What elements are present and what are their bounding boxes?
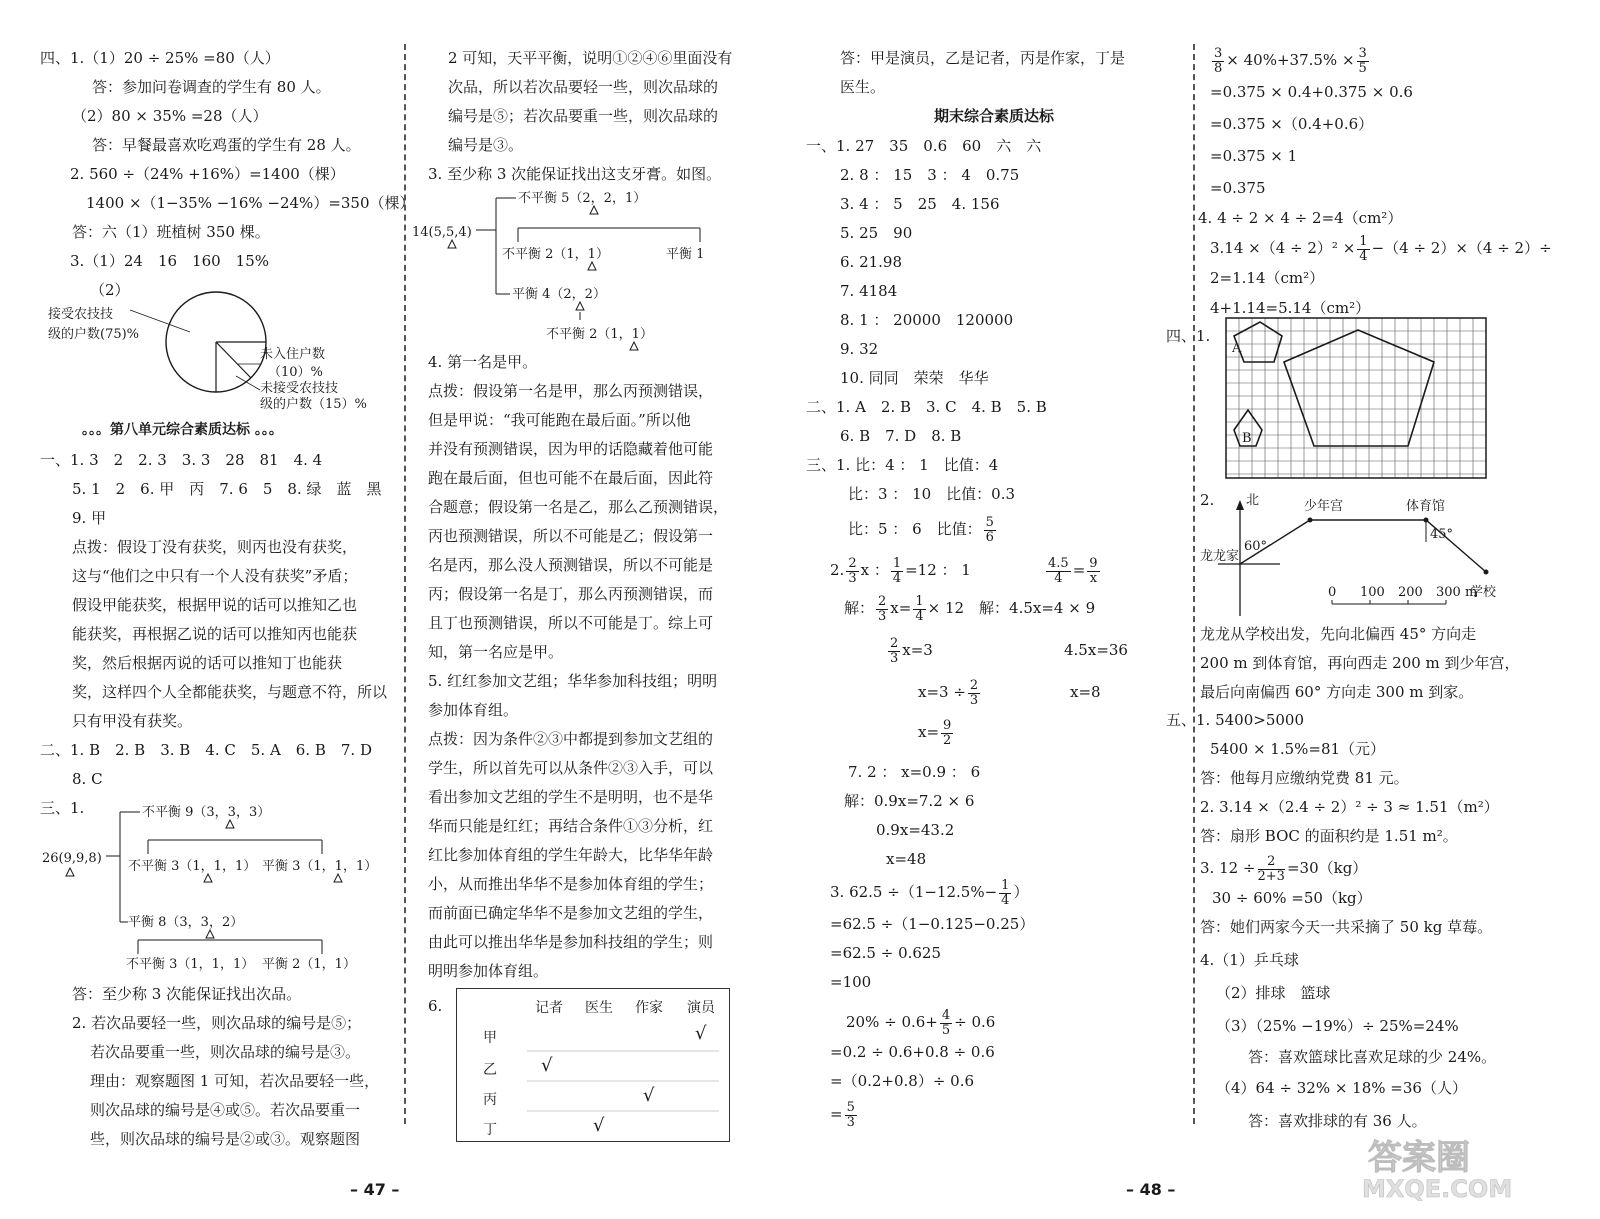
equation-line: = $\frac{5}{3}$ xyxy=(830,1099,855,1130)
tree-node: 不平衡 3（1，1，1） xyxy=(128,859,257,874)
answer-line: 6. 21.98 xyxy=(840,253,903,271)
pie-label: 级的户数（15）% xyxy=(260,397,367,412)
answer-line: 红比参加体育组的学生年龄大，比华华年龄 xyxy=(428,846,714,864)
table-header: 医生 xyxy=(585,1000,613,1016)
answer-line: 且丁也预测错误，所以不可能是丁。综上可 xyxy=(428,614,714,632)
answer-line: （4）64 ÷ 32% × 18% =36（人） xyxy=(1216,1079,1467,1097)
balance-tree-diagram xyxy=(412,184,742,354)
answer-line: 四、1.（1）20 ÷ 25% =80（人） xyxy=(40,49,280,67)
equation-line: =0.375 xyxy=(1210,179,1266,197)
answer-line: 跑在最后面，但也可能不在最后面，因此符 xyxy=(428,469,714,487)
equation-line: $\frac{2}{3}$ x=3 xyxy=(890,635,933,666)
answer-line: 但是甲说：“我可能跑在最后面。”所以他 xyxy=(428,411,691,429)
equation-line: 2. $\frac{2}{3}$ x ： $\frac{1}{4}$ =12 ： 1 xyxy=(830,555,971,586)
map-label: 龙龙家 xyxy=(1200,549,1240,564)
answer-line: 三、1. xyxy=(40,799,85,817)
tree-node: 26(9,9,8) xyxy=(42,851,102,866)
equation-line: 7. 2 ： x=0.9 ： 6 xyxy=(848,763,981,781)
answer-line: 五、1. 5400>5000 xyxy=(1166,711,1304,729)
answer-line: 答：喜欢排球的有 36 人。 xyxy=(1248,1112,1427,1130)
pie-label: （10）% xyxy=(268,365,323,380)
answer-line: 编号是③。 xyxy=(448,136,524,154)
scale-tick: 300 m xyxy=(1436,585,1478,600)
answer-line: 30 ÷ 60% =50（kg） xyxy=(1212,889,1372,907)
equation-line: x=8 xyxy=(1070,683,1101,701)
answer-line: 200 m 到体育馆，再向西走 200 m 到少年宫， xyxy=(1200,654,1520,672)
scale-tick: 200 xyxy=(1398,585,1423,600)
check-mark: √ xyxy=(541,1055,553,1076)
answer-line: 1400 ×（1−35% −16% −24%）=350（棵） xyxy=(86,194,415,212)
tree-node: 平衡 2（1，1） xyxy=(262,957,356,972)
answer-line: 则次品球的编号是④或⑤。若次品要重一 xyxy=(90,1101,361,1119)
answer-line: 6. xyxy=(428,997,443,1015)
logic-table xyxy=(456,988,730,1142)
answer-line: 能获奖，再根据乙说的话可以推知丙也能获 xyxy=(72,625,358,643)
table-faint-lines xyxy=(457,989,729,1141)
answer-line: 3.（1）24 16 160 15% xyxy=(70,252,269,270)
answer-line: 只有甲没有获奖。 xyxy=(72,712,193,730)
answer-line: 8. C xyxy=(72,770,103,788)
tree-node: 平衡 1 xyxy=(666,247,705,262)
answer-line: 9. 32 xyxy=(840,340,879,358)
answer-line: 10. 同同 荣荣 华华 xyxy=(840,369,989,387)
answer-line: 名是丙，那么没人预测错误，所以不可能是 xyxy=(428,556,714,574)
answer-line: 6. B 7. D 8. B xyxy=(840,427,962,445)
map-label: 体育馆 xyxy=(1406,499,1446,514)
pie-label: 接受农技技 xyxy=(48,307,114,322)
answer-line: 丙；假设第一名是丁，那么丙预测错误，而 xyxy=(428,585,714,603)
answer-line: 而前面已确定华华不是参加文艺组的学生， xyxy=(428,904,714,922)
table-row-label: 乙 xyxy=(483,1062,497,1078)
answer-line: 5. 25 90 xyxy=(840,224,913,242)
svg-text:MXQE.COM: MXQE.COM xyxy=(1362,1175,1513,1203)
answer-line: 4.（1）乒乓球 xyxy=(1200,951,1299,969)
answer-line: 三、1. 比：4 ： 1 比值：4 xyxy=(806,456,999,474)
fraction: $\frac{5}{6}$ xyxy=(985,514,994,545)
pie-label: 级的户数(75)% xyxy=(48,327,140,342)
equation-line: =62.5 ÷（1−0.125−0.25） xyxy=(830,915,1035,933)
answer-line: 答：她们两家今天一共采摘了 50 kg 草莓。 xyxy=(1200,918,1493,936)
answer-line: 二、1. B 2. B 3. B 4. C 5. A 6. B 7. D xyxy=(40,741,372,759)
grid-figure xyxy=(1226,318,1486,478)
answer-line: 一、1. 3 2 2. 3 3. 3 28 81 4. 4 xyxy=(40,451,323,469)
equation-line: =0.375 × 0.4+0.375 × 0.6 xyxy=(1210,83,1413,101)
tree-node: 不平衡 2（1，1） xyxy=(502,247,609,262)
svg-text:答案圈: 答案圈 xyxy=(1368,1138,1470,1178)
answer-line: 5400 × 1.5%=81（元） xyxy=(1210,740,1386,758)
answer-line: 2 可知，天平平衡，说明①②④⑥里面没有 xyxy=(448,49,733,67)
tree-node: 不平衡 9（3，3，3） xyxy=(142,805,271,820)
equation-line: =0.375 × 1 xyxy=(1210,147,1298,165)
answer-line: 2. xyxy=(1200,491,1215,509)
column-divider xyxy=(1193,44,1195,1124)
answer-line: 2. 若次品要轻一些，则次品球的编号是⑤； xyxy=(72,1014,362,1032)
answer-line: 3. 4 ： 5 25 4. 156 xyxy=(840,195,1000,213)
balance-tree-diagram xyxy=(40,792,380,972)
map-label: 少年宫 xyxy=(1304,499,1344,514)
map-label: 北 xyxy=(1246,493,1260,508)
answer-line: （2）80 × 35% =28（人） xyxy=(72,107,268,125)
answer-line: 2. 8 ： 15 3 ： 4 0.75 xyxy=(840,166,1020,184)
answer-line: 奖，这样四个人全都能获奖，与题意不符，所以 xyxy=(72,683,388,701)
answer-line: 龙龙从学校出发，先向北偏西 45° 方向走 xyxy=(1200,625,1477,643)
equation-line: 4+1.14=5.14（cm²） xyxy=(1210,299,1371,317)
answer-line: 2. 3.14 ×（2.4 ÷ 2）² ÷ 3 ≈ 1.51（m²） xyxy=(1200,798,1499,816)
equation-line: $\frac{4.5}{4}$ = $\frac{9}{x}$ xyxy=(1048,555,1098,586)
answer-line: 9. 甲 xyxy=(72,509,107,527)
grid-label: B xyxy=(1242,431,1252,446)
answer-line: 3. 至少称 3 次能保证找出这支牙膏。如图。 xyxy=(428,165,722,183)
answer-line: 并没有预测错误，因为甲的话隐藏着他可能 xyxy=(428,440,714,458)
table-header: 作家 xyxy=(635,1000,663,1016)
answer-line: 这与“他们之中只有一个人没有获奖”矛盾； xyxy=(72,567,358,585)
answer-line: 知，第一名应是甲。 xyxy=(428,643,564,661)
answer-line: 4. 第一名是甲。 xyxy=(428,353,538,371)
answer-line: 答：扇形 BOC 的面积约是 1.51 m²。 xyxy=(1200,827,1458,845)
answer-line: 学生，所以首先可以从条件②③入手，可以 xyxy=(428,759,714,777)
answer-line: 答：喜欢篮球比喜欢足球的少 24%。 xyxy=(1248,1048,1497,1066)
answer-line: 比：3 ： 10 比值：0.3 xyxy=(848,485,1016,503)
table-row-label: 丙 xyxy=(483,1092,497,1108)
equation-line: 20% ÷ 0.6+ $\frac{4}{5}$ ÷ 0.6 xyxy=(846,1007,996,1038)
answer-line: 3. 12 ÷ $\frac{2}{2+3}$ =30（kg） xyxy=(1200,853,1368,884)
page-number-right: – 48 – xyxy=(1126,1180,1176,1199)
answer-line: 合题意；假设第一名是乙，那么乙预测错误， xyxy=(428,498,729,516)
pie-chart-figure xyxy=(40,280,380,410)
answer-line: 参加体育组。 xyxy=(428,701,519,719)
answer-line: 理由：观察题图 1 可知，若次品要轻一些， xyxy=(90,1072,380,1090)
check-mark: √ xyxy=(643,1085,655,1106)
answer-line: 5. 红红参加文艺组；华华参加科技组；明明 xyxy=(428,672,718,690)
map-label: 学校 xyxy=(1470,585,1497,600)
answer-line: 7. 4184 xyxy=(840,282,898,300)
table-row-label: 丁 xyxy=(483,1122,497,1138)
tree-node: 平衡 8（3，3，2） xyxy=(128,915,244,930)
answer-line: 看出参加文艺组的学生不是明明，也不是华 xyxy=(428,788,714,806)
section-title: 。。。第八单元综合素质达标 。。。 xyxy=(82,422,283,438)
answer-line: （2） xyxy=(90,281,130,299)
answer-line: 8. 1 ： 20000 120000 xyxy=(840,311,1014,329)
answer-line: 丙也预测错误，所以不可能是乙；假设第一 xyxy=(428,527,714,545)
answer-line: 答：甲是演员，乙是记者，丙是作家，丁是 xyxy=(840,49,1126,67)
table-row-label: 甲 xyxy=(483,1030,497,1046)
table-header: 记者 xyxy=(535,1000,563,1016)
answer-line xyxy=(848,511,998,547)
tree-node: 平衡 4（2，2） xyxy=(512,287,606,302)
equation-line: x= $\frac{9}{2}$ xyxy=(918,717,952,748)
map-label: 45° xyxy=(1430,527,1454,542)
answer-line: 医生。 xyxy=(840,78,886,96)
equation-line: 4.5x=36 xyxy=(1064,641,1128,659)
equation-line: =0.2 ÷ 0.6+0.8 ÷ 0.6 xyxy=(830,1043,995,1061)
tree-node: 不平衡 3（1，1，1） xyxy=(126,957,255,972)
equation-line: 4. 4 ÷ 2 × 4 ÷ 2=4（cm²） xyxy=(1198,209,1403,227)
answer-line: 若次品要重一些，则次品球的编号是③。 xyxy=(90,1043,361,1061)
scale-tick: 0 xyxy=(1328,585,1337,600)
answer-line: 点拨：假设第一名是甲，那么丙预测错误， xyxy=(428,382,714,400)
page-number-left: – 47 – xyxy=(350,1180,400,1199)
equation-line: =62.5 ÷ 0.625 xyxy=(830,944,942,962)
watermark-logo xyxy=(1352,1129,1562,1203)
equation-line: =（0.2+0.8）÷ 0.6 xyxy=(830,1072,975,1090)
answer-line: 答：参加问卷调查的学生有 80 人。 xyxy=(92,78,331,96)
equation-line: x=3 ÷ $\frac{2}{3}$ xyxy=(918,677,979,708)
equation-line: =0.375 ×（0.4+0.6） xyxy=(1210,115,1374,133)
answer-line: 答：早餐最喜欢吃鸡蛋的学生有 28 人。 xyxy=(92,136,361,154)
equation-line: 3. 62.5 ÷（1−12.5%− $\frac{1}{4}$ ） xyxy=(830,877,1029,908)
route-map xyxy=(1200,492,1500,622)
equation-line: =100 xyxy=(830,973,872,991)
equation-line: 3.14 ×（4 ÷ 2）² × $\frac{1}{4}$ −（4 ÷ 2）×（4 ÷ 2）÷ xyxy=(1210,233,1552,264)
grid-label: A xyxy=(1232,341,1242,356)
tree-node: 不平衡 2（1，1） xyxy=(546,327,653,342)
table-header: 演员 xyxy=(687,1000,715,1016)
pie-label: 未入住户数 xyxy=(260,347,326,362)
answer-line: 答：六（1）班植树 350 棵。 xyxy=(72,223,270,241)
equation-line: 解：0.9x=7.2 × 6 xyxy=(844,792,975,810)
answer-line: 由此可以推出华华是参加科技组的学生；则 xyxy=(428,933,714,951)
answer-line: 2. 560 ÷（24% +16%）=1400（棵） xyxy=(70,165,345,183)
answer-line: 些，则次品球的编号是②或③。观察题图 xyxy=(90,1130,361,1148)
answer-line: （2）排球 篮球 xyxy=(1216,984,1331,1002)
tree-node: 平衡 3（1，1，1） xyxy=(262,859,378,874)
ratio-text: 比：5 ： 6 比值： xyxy=(848,520,982,538)
answer-line: 小，从而推出华华不是参加体育组的学生； xyxy=(428,875,714,893)
answer-line: 明明参加体育组。 xyxy=(428,962,549,980)
equation-line: 解： $\frac{2}{3}$ x= $\frac{1}{4}$ × 12 解：4.5x=4 × 9 xyxy=(844,593,1096,624)
section-title: 期末综合素质达标 xyxy=(934,107,1055,125)
answer-line: 华而只能是红红；再结合条件①③分析，红 xyxy=(428,817,714,835)
equation-line: x=48 xyxy=(886,850,927,868)
pentagon-large xyxy=(1284,330,1434,446)
pie-label: 未接受农技技 xyxy=(260,381,339,396)
answer-line: 次品，所以若次品要轻一些，则次品球的 xyxy=(448,78,719,96)
answer-line: 四、1. xyxy=(1166,327,1211,345)
equation-line: 2=1.14（cm²） xyxy=(1210,269,1325,287)
check-mark: √ xyxy=(695,1023,707,1044)
answer-line: 点拨：因为条件②③中都提到参加文艺组的 xyxy=(428,730,714,748)
tree-node: 不平衡 5（2，2，1） xyxy=(518,191,647,206)
answer-line: 二、1. A 2. B 3. C 4. B 5. B xyxy=(806,398,1047,416)
answer-line: 编号是⑤；若次品要重一些，则次品球的 xyxy=(448,107,719,125)
check-mark: √ xyxy=(593,1115,605,1136)
answer-line: （3）（25% −19%）÷ 25%=24% xyxy=(1216,1017,1459,1035)
answer-line: 奖，然后根据丙说的话可以推知丁也能获 xyxy=(72,654,343,672)
answer-line: 最后向南偏西 60° 方向走 300 m 到家。 xyxy=(1200,683,1474,701)
scale-tick: 100 xyxy=(1360,585,1385,600)
answer-line: 答：至少称 3 次能保证找出次品。 xyxy=(72,985,302,1003)
equation-line: $\frac{3}{8}$ × 40%+37.5% × $\frac{3}{5}$ xyxy=(1214,45,1367,76)
answer-line: 答：他每月应缴纳党费 81 元。 xyxy=(1200,769,1409,787)
equation-line: 0.9x=43.2 xyxy=(876,821,955,839)
answer-line: 点拨：假设丁没有获奖，则丙也没有获奖， xyxy=(72,538,358,556)
answer-line: 一、1. 27 35 0.6 60 六 六 xyxy=(806,137,1042,155)
answer-line: 5. 1 2 6. 甲 丙 7. 6 5 8. 绿 蓝 黑 xyxy=(72,480,382,498)
map-label: 60° xyxy=(1244,539,1268,554)
answer-line: 假设甲能获奖，根据甲说的话可以推知乙也 xyxy=(72,596,358,614)
tree-node: 14(5,5,4) xyxy=(412,225,472,240)
